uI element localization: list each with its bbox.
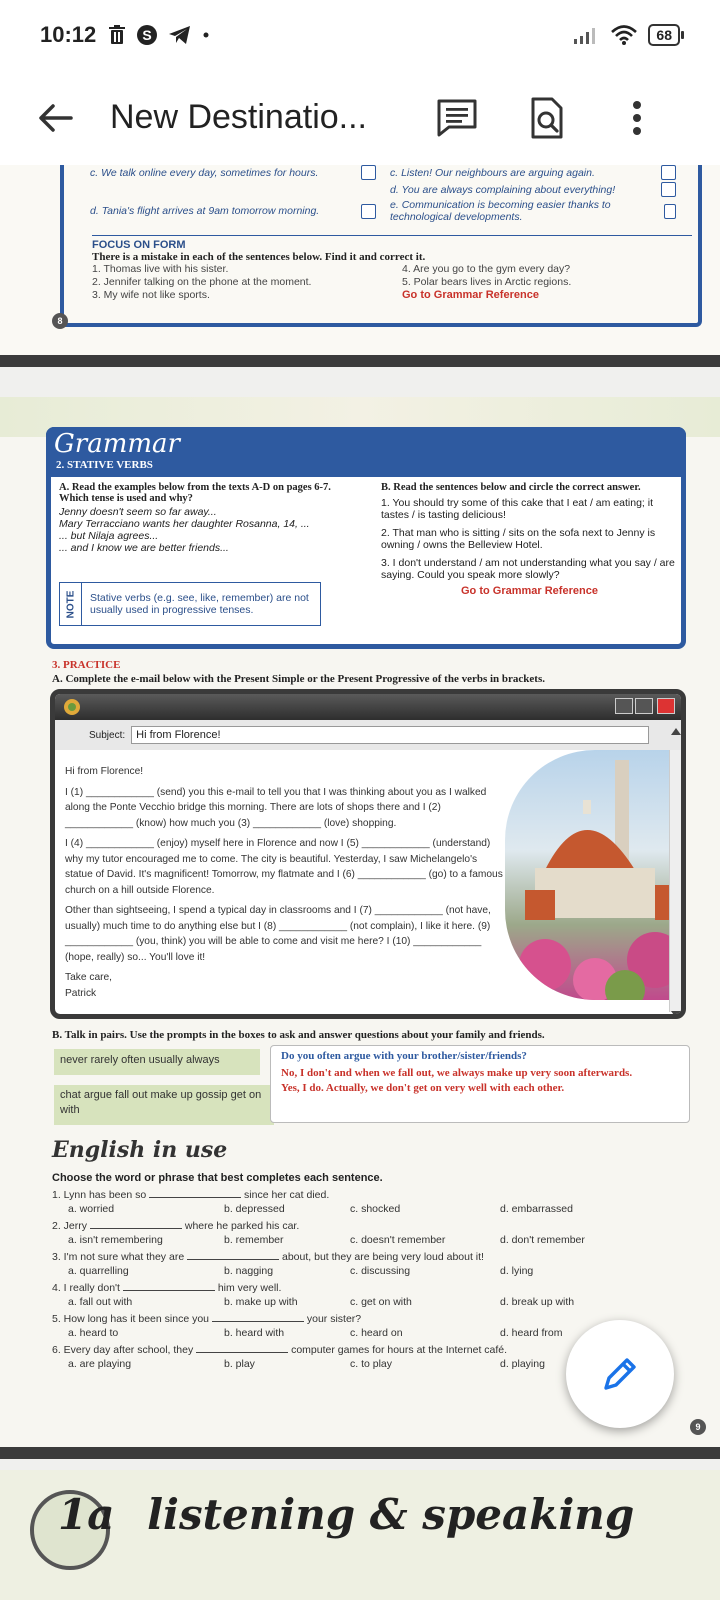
example: ... and I know we are better friends... <box>59 542 229 554</box>
question-text: where he parked his car. <box>184 1220 300 1232</box>
app-logo-icon <box>63 698 81 716</box>
answer-options <box>52 1296 652 1308</box>
unit-heading <box>30 1490 634 1539</box>
checkbox[interactable] <box>361 165 376 180</box>
email-signature: Patrick <box>65 987 97 999</box>
circle-item: 2. That man who is sitting / sits on the sofa next to Jenny is owning / owns the Belleview Hotel. <box>381 527 656 551</box>
question-text: about, but they are being very loud about it! <box>282 1251 484 1263</box>
example: Mary Terracciano wants her daughter Rosanna, 14, ... <box>59 518 310 530</box>
checkbox[interactable] <box>664 204 676 219</box>
statement-d-left <box>90 182 390 197</box>
answer-option[interactable]: c. heard on <box>350 1327 403 1339</box>
telegram-icon <box>168 25 192 45</box>
battery-icon: 68 <box>648 24 680 46</box>
close-button[interactable] <box>657 698 675 714</box>
answer-option[interactable]: b. heard with <box>224 1327 285 1339</box>
back-arrow-icon <box>37 103 73 133</box>
statement-c-right: c. Listen! Our neighbours are arguing again. <box>390 165 690 180</box>
status-left-icons <box>108 24 210 46</box>
bubble-question: Do you often argue with your brother/sister/friends? <box>281 1050 527 1062</box>
email-greeting: Hi from Florence! <box>65 766 144 777</box>
practice-instruction: A. Complete the e-mail below with the Present Simple or the Present Progressive of the verbs in brackets. <box>52 673 545 685</box>
answer-option[interactable]: c. discussing <box>350 1265 411 1277</box>
subject-field[interactable]: Hi from Florence! <box>131 726 649 744</box>
grammar-box <box>46 427 686 649</box>
focus-instruction: There is a mistake in each of the sentences below. Find it and correct it. <box>92 251 426 263</box>
bubble-answer: Yes, I do. Actually, we don't get on very well with each other. <box>281 1082 565 1094</box>
email-paragraph: I (1) ____________ (send) you this e-mail to tell you that I was thinking about you as I walked along the Ponte Vecchio bridge this morning. There are lots of shops there and I (2) ____________ (know) how much you (3) ____________ (love) shopping. <box>65 786 487 829</box>
practice-title: 3. PRACTICE <box>52 659 121 671</box>
question-stem <box>52 1251 652 1263</box>
example: ... but Nilaja agrees... <box>59 530 159 542</box>
page-9 <box>0 397 720 1447</box>
question-text: 6. Every day after school, they <box>52 1344 194 1356</box>
subject-row <box>55 720 681 750</box>
answer-options <box>52 1327 652 1339</box>
page-number: 9 <box>690 1419 706 1435</box>
answer-option[interactable]: c. to play <box>350 1358 393 1370</box>
focus-on-form <box>92 235 702 301</box>
app-bar <box>0 70 720 165</box>
answer-option[interactable]: a. isn't remembering <box>68 1234 163 1246</box>
answer-blank[interactable] <box>212 1313 304 1322</box>
email-titlebar <box>55 694 681 720</box>
subject-label: Subject: <box>89 729 126 741</box>
statement-list <box>90 165 700 223</box>
status-right-icons <box>572 24 680 46</box>
scroll-up-icon[interactable] <box>670 726 682 736</box>
answer-option[interactable]: d. heard from <box>500 1327 563 1339</box>
focus-item: 3. My wife not like sports. <box>92 289 210 301</box>
answer-options <box>52 1358 652 1370</box>
speech-bubble <box>270 1045 690 1123</box>
find-in-document-button[interactable] <box>502 70 592 165</box>
focus-item: 4. Are you go to the gym every day? <box>402 263 571 275</box>
answer-option[interactable]: c. get on with <box>350 1296 412 1308</box>
scroll-down-icon[interactable] <box>670 1010 682 1019</box>
dot-icon <box>202 31 210 39</box>
checkbox[interactable] <box>661 165 676 180</box>
email-scrollbar[interactable] <box>669 750 681 1012</box>
answer-blank[interactable] <box>90 1220 182 1229</box>
page-edge <box>0 1447 720 1459</box>
question-text: 4. I really don't <box>52 1282 120 1294</box>
answer-option[interactable]: c. shocked <box>350 1203 401 1215</box>
answer-options <box>52 1265 652 1277</box>
answer-blank[interactable] <box>196 1344 288 1353</box>
question-stem <box>52 1282 652 1294</box>
statement-e-right: e. Communication is becoming easier thanks to technological developments. <box>390 199 690 223</box>
email-body <box>65 764 503 1001</box>
status-bar <box>0 0 720 70</box>
question-text: your sister? <box>306 1313 362 1325</box>
english-in-use-title: English in use <box>52 1137 228 1163</box>
note-tag: NOTE <box>60 583 82 625</box>
statement-d-left-2: d. Tania's flight arrives at 9am tomorrow morning. <box>90 199 390 223</box>
florence-cathedral-image <box>505 750 685 1000</box>
focus-heading: FOCUS ON FORM <box>92 239 186 251</box>
email-signoff: Take care, <box>65 972 112 983</box>
prompt-box-verbs: chat argue fall out make up gossip get on with <box>54 1085 274 1125</box>
wifi-icon <box>610 24 638 46</box>
question-list <box>52 1189 652 1375</box>
question-text: since her cat died. <box>244 1189 330 1201</box>
search-doc-icon <box>530 97 564 139</box>
talk-instruction: B. Talk in pairs. Use the prompts in the boxes to ask and answer questions about your family and friends. <box>52 1029 545 1041</box>
note-text: Stative verbs (e.g. see, like, remember) are not usually used in progressive tenses. <box>90 592 309 616</box>
answer-option[interactable]: d. lying <box>500 1265 534 1277</box>
focus-item: 5. Polar bears lives in Arctic regions. <box>402 276 572 288</box>
answer-option[interactable]: d. don't remember <box>500 1234 585 1246</box>
column-a-heading: A. Read the examples below from the texts A-D on pages 6-7. Which tense is used and why? <box>59 482 331 504</box>
question-stem <box>52 1344 652 1356</box>
statement-d-right: d. You are always complaining about everything! <box>390 182 690 197</box>
bubble-answer: No, I don't and when we fall out, we always make up very soon afterwards. <box>281 1067 633 1079</box>
section-title: 2. STATIVE VERBS <box>56 459 153 471</box>
grammar-column-b <box>381 482 681 597</box>
minimize-button[interactable] <box>615 698 633 714</box>
page-number: 8 <box>52 313 68 329</box>
checkbox[interactable] <box>661 182 676 197</box>
circle-item: 3. I don't understand / am not understanding what you say / are saying. Could you speak more slowly? <box>381 557 675 581</box>
focus-item: 1. Thomas live with his sister. <box>92 263 229 275</box>
svg-text:S: S <box>142 27 152 43</box>
comment-icon <box>437 99 477 137</box>
page-8 <box>0 165 720 360</box>
email-paragraph: Other than sightseeing, I spend a typical day in classrooms and I (7) ____________ (not have, usually) much time to do anything else but I (8) ____________ (not complain), I like it here. (9) ____________ (you, think) you will be able to come and visit me here? I (10) ____________ (hope, really) so... You'll love it! <box>65 905 491 963</box>
answer-option[interactable]: d. embarrassed <box>500 1203 573 1215</box>
edit-fab[interactable] <box>566 1320 674 1428</box>
grammar-title: Grammar <box>54 429 180 459</box>
statement-c-left: c. We talk online every day, sometimes for hours. <box>90 165 390 180</box>
focus-item: 2. Jennifer talking on the phone at the moment. <box>92 276 312 288</box>
answer-blank[interactable] <box>123 1282 215 1291</box>
answer-option[interactable]: a. worried <box>68 1203 115 1215</box>
answer-option[interactable]: d. break up with <box>500 1296 575 1308</box>
example: Jenny doesn't seem so far away... <box>59 506 217 518</box>
pencil-icon <box>600 1354 640 1394</box>
back-button[interactable] <box>0 70 110 165</box>
answer-blank[interactable] <box>187 1251 279 1260</box>
answer-option[interactable]: b. play <box>224 1358 255 1370</box>
comments-button[interactable] <box>412 70 502 165</box>
grammar-column-a <box>59 482 349 554</box>
checkbox[interactable] <box>361 204 376 219</box>
question-text: 5. How long has it been since you <box>52 1313 210 1325</box>
circle-item: 1. You should try some of this cake that I eat / am eating; it tastes / is tasting delicious! <box>381 497 653 521</box>
s-app-icon <box>136 24 158 46</box>
answer-option[interactable]: b. remember <box>224 1234 284 1246</box>
grammar-reference-link[interactable]: Go to Grammar Reference <box>402 289 539 301</box>
answer-option[interactable]: d. playing <box>500 1358 545 1370</box>
maximize-button[interactable] <box>635 698 653 714</box>
answer-blank[interactable] <box>149 1189 241 1198</box>
grammar-reference-link[interactable]: Go to Grammar Reference <box>461 585 598 597</box>
answer-option[interactable]: c. doesn't remember <box>350 1234 446 1246</box>
answer-option[interactable]: a. fall out with <box>68 1296 133 1308</box>
column-b-heading: B. Read the sentences below and circle the correct answer. <box>381 482 641 493</box>
answer-option[interactable]: b. depressed <box>224 1203 285 1215</box>
prompt-box-frequency: never rarely often usually always <box>54 1049 260 1075</box>
grammar-banner <box>46 427 686 477</box>
answer-option[interactable]: a. quarrelling <box>68 1265 129 1277</box>
email-paragraph: I (4) ____________ (enjoy) myself here in Florence and now I (5) ____________ (understand) why my tutor encouraged me to come. The city is beautiful. Yesterday, I saw Michelangelo's statue of David. It's magnificent! Tomorrow, my flatmate and I (6) ____________ (go) to a famous church on a hill outside Florence. <box>65 838 503 896</box>
focus-items <box>92 263 702 301</box>
question-stem <box>52 1220 652 1232</box>
question-text: 2. Jerry <box>52 1220 88 1232</box>
question-text: 1. Lynn has been so <box>52 1189 147 1201</box>
unit-title: listening & speaking <box>147 1490 635 1539</box>
more-options-button[interactable] <box>592 70 682 165</box>
trash-icon <box>108 25 126 45</box>
question-text: computer games for hours at the Internet café. <box>291 1344 508 1356</box>
english-in-use-instruction: Choose the word or phrase that best completes each sentence. <box>52 1172 383 1184</box>
signal-icon <box>572 25 600 45</box>
note-box <box>59 582 321 626</box>
answer-option[interactable]: b. make up with <box>224 1296 298 1308</box>
email-window <box>50 689 686 1019</box>
cathedral-illustration <box>505 750 685 1000</box>
document-title: New Destinatio... <box>110 98 367 136</box>
answer-options <box>52 1203 652 1215</box>
more-vert-icon <box>632 101 642 135</box>
answer-option[interactable]: b. nagging <box>224 1265 274 1277</box>
question-text: him very well. <box>217 1282 282 1294</box>
answer-option[interactable]: a. heard to <box>68 1327 119 1339</box>
answer-option[interactable]: a. are playing <box>68 1358 132 1370</box>
question-stem <box>52 1189 652 1201</box>
page-edge <box>0 355 720 367</box>
status-time: 10:12 <box>40 22 97 47</box>
question-stem <box>52 1313 652 1325</box>
answer-options <box>52 1234 652 1246</box>
question-text: 3. I'm not sure what they are <box>52 1251 185 1263</box>
unit-number: 1a <box>58 1490 115 1539</box>
